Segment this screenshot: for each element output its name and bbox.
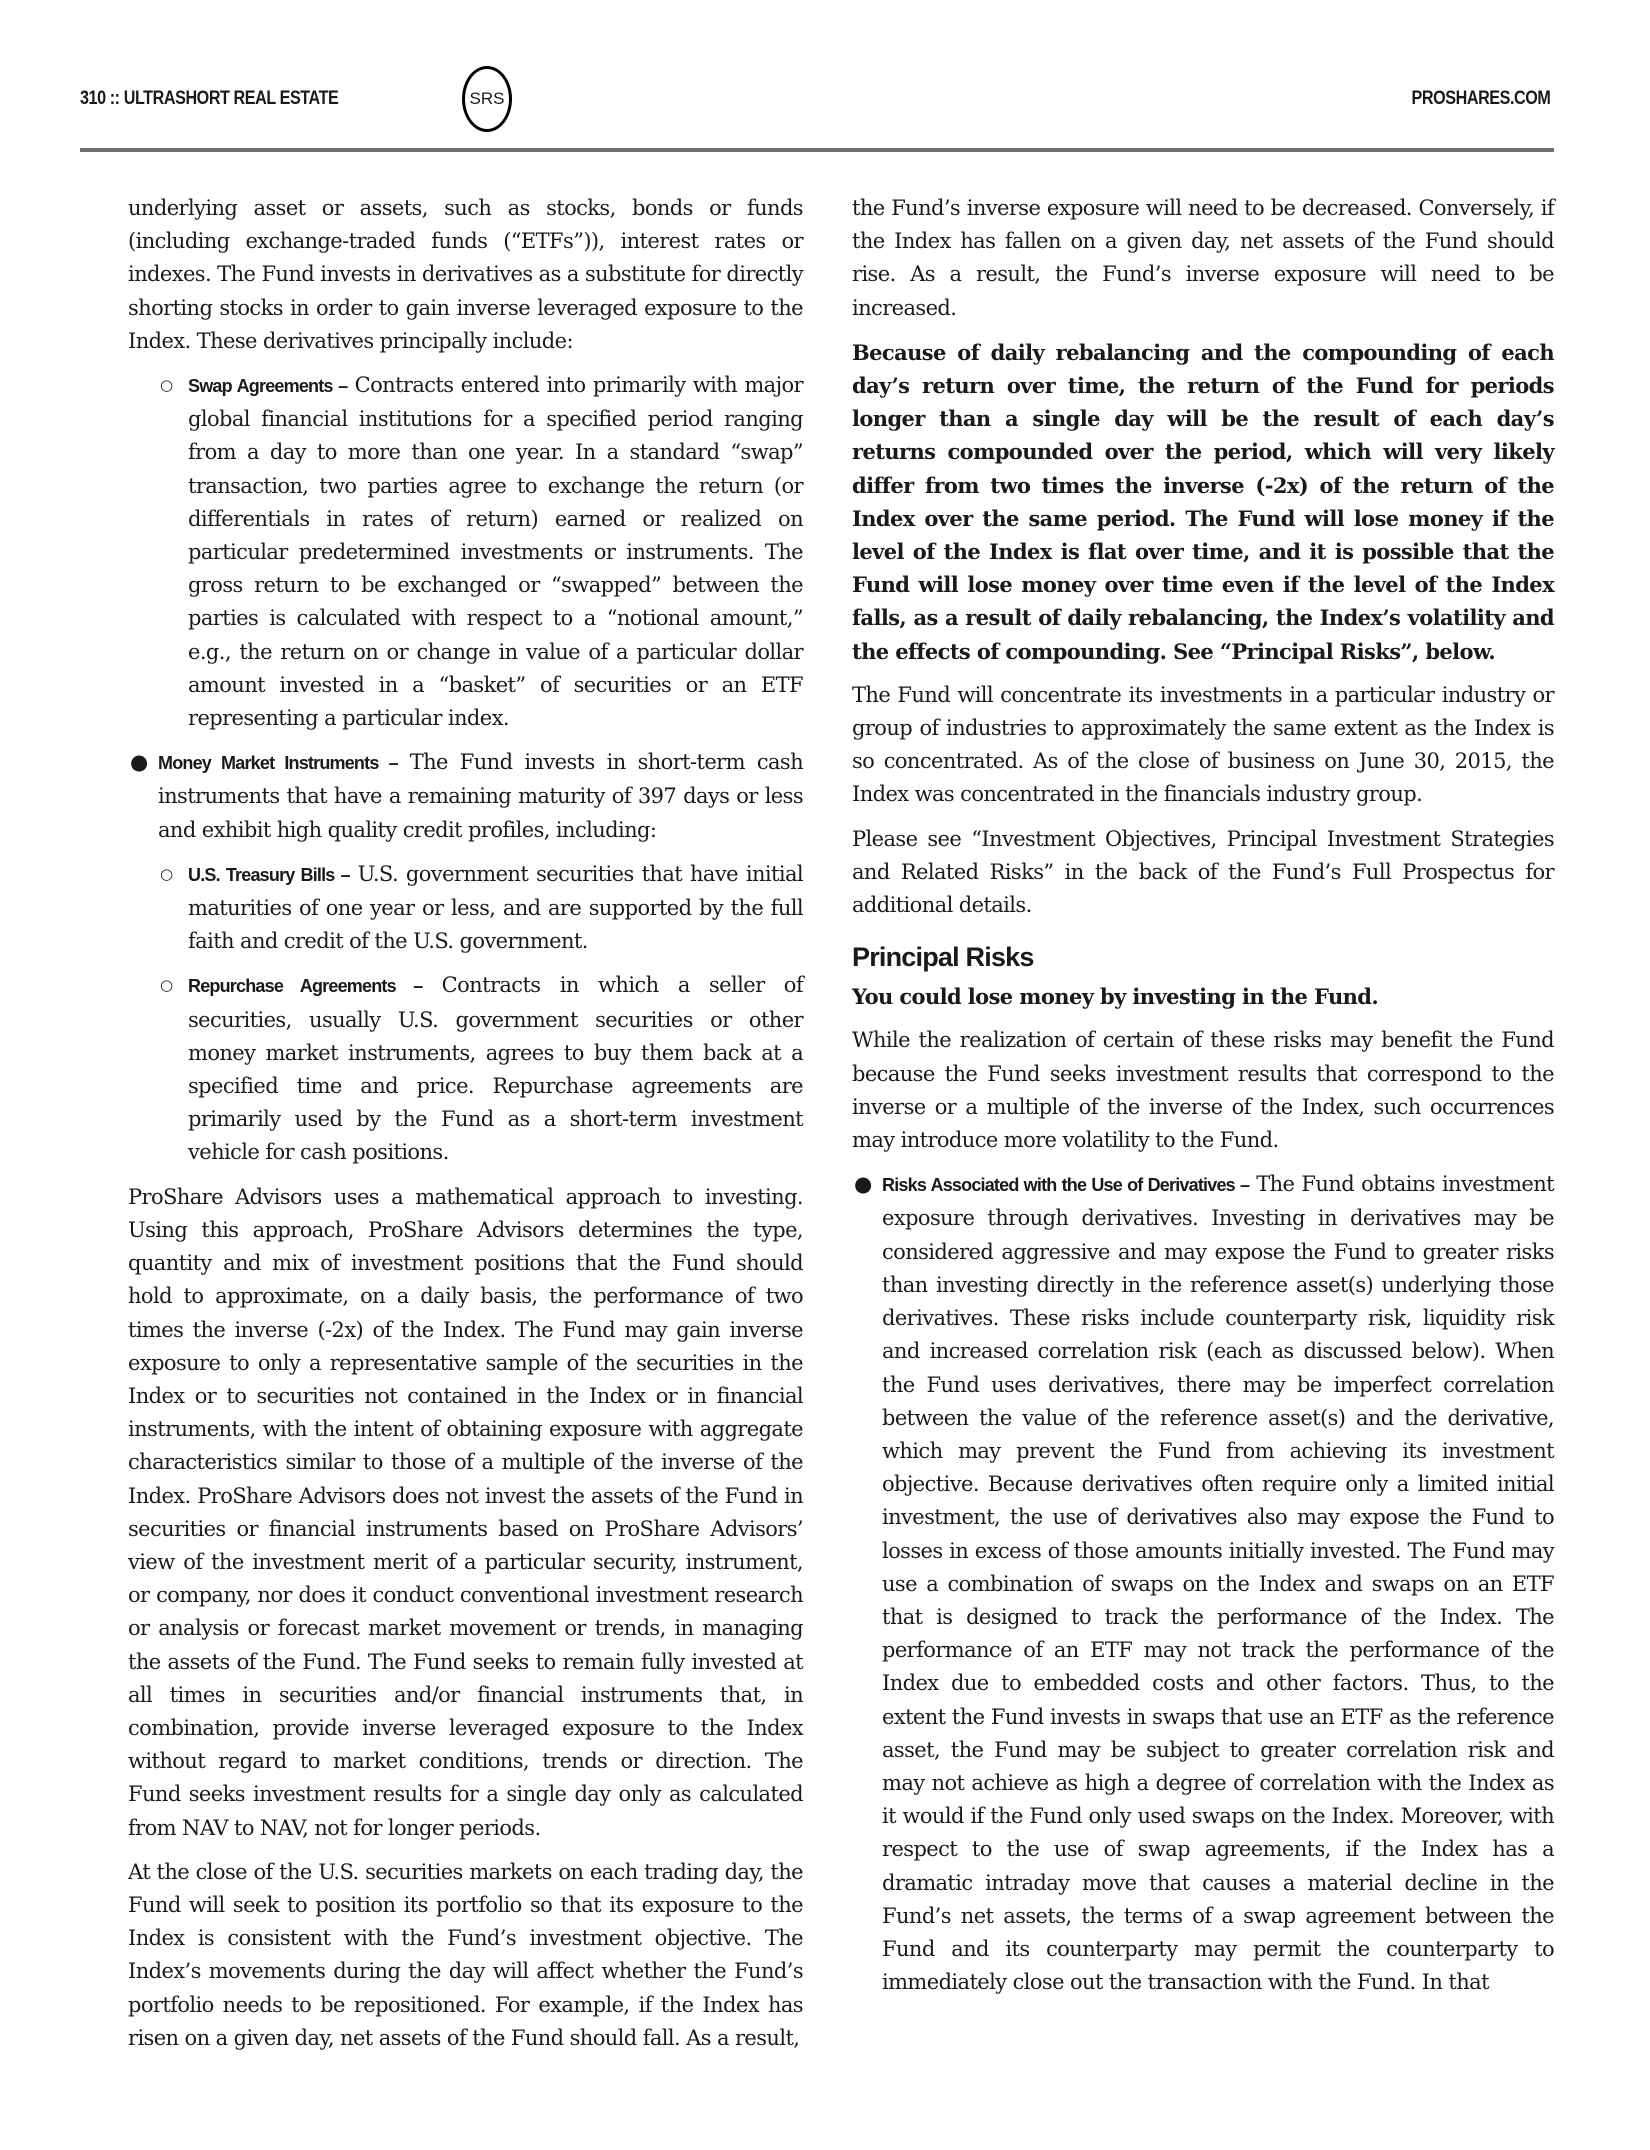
item-text: The Fund obtains investment exposure through derivatives. Investing in derivatives may be considered aggressive and may expose the Fund to greater risks than investing directly in the reference asset(s) underlying those derivatives. These risks include counterparty risk, liquidity risk and increased correlation risk (each as discussed below). When the Fund uses derivatives, there may be imperfect correlation between the value of the reference asset(s) and the derivative, which may prevent the Fund from achieving its investment objective. Because derivatives often require only a limited initial investment, the use of derivatives also may expose the Fund to losses in excess of those amounts initially invested. The Fund may use a combination of swaps on the Index and swaps on an ETF that is designed to track the performance of the Index. The performance of an ETF may not track the performance of the Index due to embedded costs and other factors. Thus, to the extent the Fund invests in swaps that use an ETF as the reference asset, the Fund may be subject to greater correlation risk and may not achieve as high a degree of correlation with the Index as it would if the Fund only used swaps on the Index. Moreover, with respect to the use of swap agreements, if the Index has a dramatic intraday move that causes a material decline in the Fund’s net assets, the terms of a swap agreement between the Fund and its counterparty may permit the counterparty to immediately close out the transaction with the Fund. In that xyxy=(882,1172,1554,1995)
page-header-title: 310 :: ULTRASHORT REAL ESTATE xyxy=(80,88,339,109)
item-label: Risks Associated with the Use of Derivatives – xyxy=(882,1175,1250,1196)
compounding-warning: Because of daily rebalancing and the compounding of each day’s return over time, the return of the Fund for periods longer than a single day will be the result of each day’s returns compounded over the period, which will very likely differ from two times the inverse (-2x) of the return of the Index over the same period. The Fund will lose money if the level of the Index is flat over time, and it is possible that the Fund will lose money over time even if the level of the Index falls, as a result of daily rebalancing, the Index’s volatility and the effects of compounding. See “Principal Risks”, below. xyxy=(852,339,1554,664)
bullet-icon: ● xyxy=(130,750,148,775)
left-column xyxy=(128,192,803,2066)
lose-money-warning: You could lose money by investing in the Fund. xyxy=(852,984,1379,1010)
bullet-icon: ● xyxy=(854,1172,872,1197)
circle-bullet-icon: ○ xyxy=(160,376,173,395)
risks-intro-paragraph: While the realization of certain of these risks may benefit the Fund because the Fund seeks investment results that correspond to the inverse or a multiple of the inverse of the Index, such occurrences may introduce more volatility to the Fund. xyxy=(852,1028,1554,1153)
circle-bullet-icon: ○ xyxy=(160,976,173,995)
site-url: PROSHARES.COM xyxy=(1411,88,1550,109)
section-heading-principal-risks: Principal Risks xyxy=(852,942,1034,973)
item-label: Repurchase Agreements – xyxy=(188,976,423,997)
item-label: Swap Agreements – xyxy=(188,376,348,397)
circle-bullet-icon: ○ xyxy=(160,864,173,883)
item-label: U.S. Treasury Bills – xyxy=(188,864,350,885)
item-text: U.S. government securities that have initial maturities of one year or less, and are supported by the full faith and credit of the U.S. government. xyxy=(188,861,803,954)
list-item-money-market xyxy=(128,746,803,847)
item-text: Contracts in which a seller of securities, usually U.S. government securities or other money market instruments, agrees to buy them back at a specified time and price. Repurchase agreements are primarily used by the Fund as a short-term investment vehicle for cash positions. xyxy=(188,973,803,1165)
right-column xyxy=(852,192,1554,2010)
list-item-swap xyxy=(158,369,803,735)
item-label: Money Market Instruments – xyxy=(158,753,398,774)
ticker-badge: SRS xyxy=(462,66,512,132)
list-item-tbills xyxy=(158,858,803,959)
header-divider xyxy=(80,148,1554,152)
intro-paragraph: underlying asset or assets, such as stocks, bonds or funds (including exchange-traded funds (“ETFs”)), interest rates or indexes. The Fund invests in derivatives as a substitute for directly shorting stocks in order to gain inverse leveraged exposure to the Index. These derivatives principally include: xyxy=(128,196,803,353)
see-prospectus-paragraph: Please see “Investment Objectives, Principal Investment Strategies and Related Risks” in the back of the Fund’s Full Prospectus for additional details. xyxy=(852,826,1554,918)
approach-paragraph: ProShare Advisors uses a mathematical approach to investing. Using this approach, ProShare Advisors determines the type, quantity and mix of investment positions that the Fund should hold to approximate, on a daily basis, the performance of two times the inverse (-2x) of the Index. The Fund may gain inverse exposure to only a representative sample of the securities in the Index or to securities not contained in the Index or in financial instruments, with the intent of obtaining exposure with aggregate characteristics similar to those of a multiple of the inverse of the Index. ProShare Advisors does not invest the assets of the Fund in securities or financial instruments based on ProShare Advisors’ view of the investment merit of a particular security, instrument, or company, nor does it conduct conventional investment research or analysis or forecast market movement or trends, in managing the assets of the Fund. The Fund seeks to remain fully invested at all times in securities and/or financial instruments that, in combination, provide inverse leveraged exposure to the Index without regard to market conditions, trends or direction. The Fund seeks investment results for a single day only as calculated from NAV to NAV, not for longer periods. xyxy=(128,1184,803,1840)
rebalance-paragraph: At the close of the U.S. securities markets on each trading day, the Fund will seek to position its portfolio so that its exposure to the Index is consistent with the Fund’s investment objective. The Index’s movements during the day will affect whether the Fund’s portfolio needs to be repositioned. For example, if the Index has risen on a given day, net assets of the Fund should fall. As a result, xyxy=(128,1859,803,2050)
list-item-repo xyxy=(158,969,803,1169)
list-item-derivatives-risk xyxy=(852,1168,1554,1999)
item-text: Contracts entered into primarily with major global financial institutions for a specified period ranging from a day to more than one year. In a standard “swap” transaction, two parties agree to exchange the return (or differentials in rates of return) earned or realized on particular predetermined investments or instruments. The gross return to be exchanged or “swapped” between the parties is calculated with respect to a “notional amount,” e.g., the return on or change in value of a particular dollar amount invested in a “basket” of securities or an ETF representing a particular index. xyxy=(188,373,803,731)
concentration-paragraph: The Fund will concentrate its investments in a particular industry or group of industries to approximately the same extent as the Index is so concentrated. As of the close of business on June 30, 2015, the Index was concentrated in the financials industry group. xyxy=(852,682,1554,807)
item-text: The Fund invests in short-term cash instruments that have a remaining maturity of 397 days or less and exhibit high quality credit profiles, including: xyxy=(158,750,803,842)
exposure-paragraph: the Fund’s inverse exposure will need to be decreased. Conversely, if the Index has fallen on a given day, net assets of the Fund should rise. As a result, the Fund’s inverse exposure will need to be increased. xyxy=(852,196,1554,320)
